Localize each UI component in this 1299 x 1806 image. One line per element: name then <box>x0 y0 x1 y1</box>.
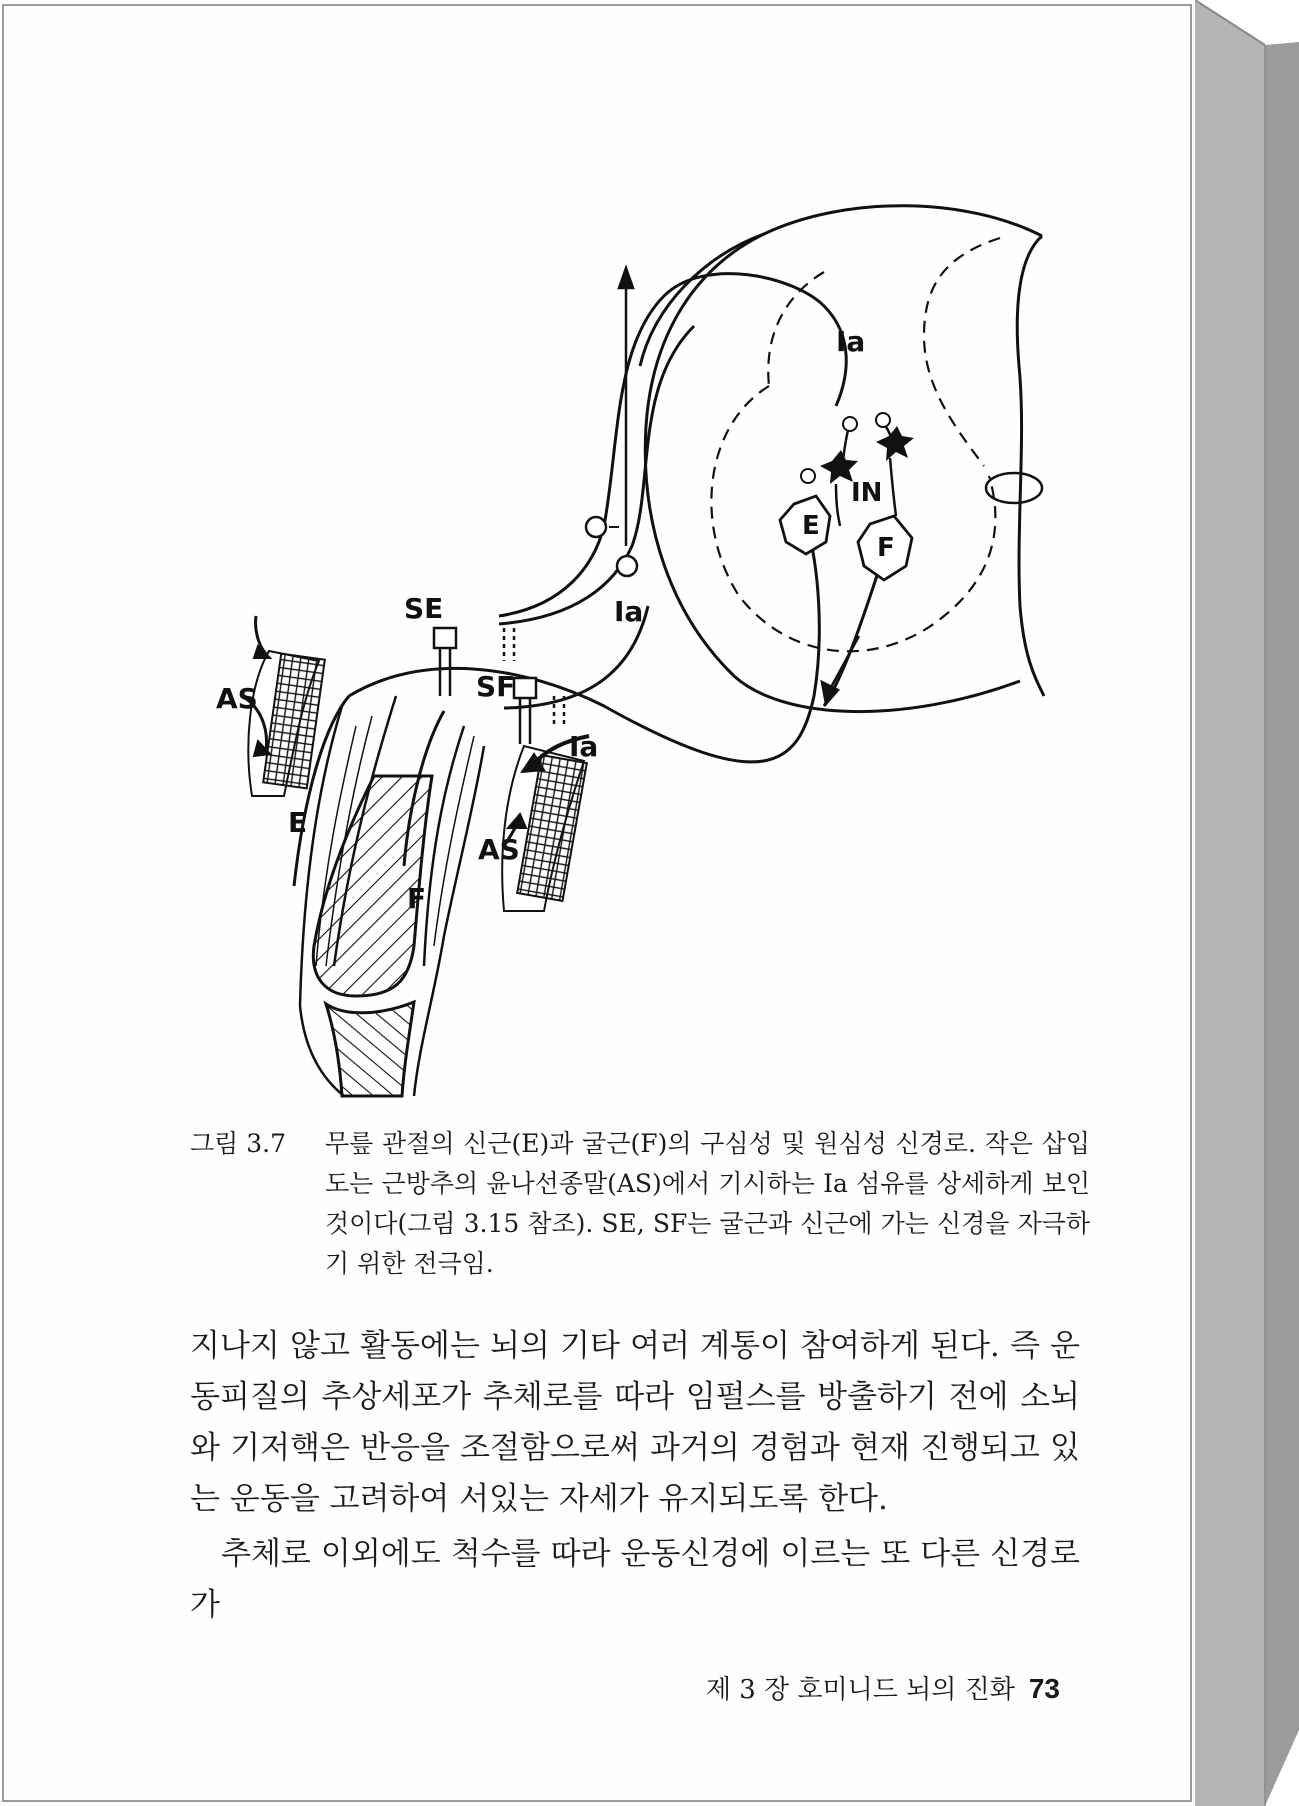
spinal-reflex-figure <box>4 6 1192 1106</box>
page-footer <box>706 1669 1060 1706</box>
afferent-cell-body-inner <box>617 556 637 576</box>
label-sf: SF <box>476 670 516 703</box>
label-flexor-muscle: F <box>407 882 427 915</box>
figure-caption <box>190 1124 1090 1284</box>
book-side-edge <box>1195 0 1299 1806</box>
body-text <box>190 1321 1080 1631</box>
label-se: SE <box>404 592 444 625</box>
label-as-right: AS <box>478 833 520 866</box>
label-extensor-neuron: E <box>802 511 820 541</box>
downward-arrow <box>822 636 859 704</box>
caption-label: 그림 3.7 <box>190 1129 287 1158</box>
label-ia-top: Ia <box>836 325 866 358</box>
flexor-muscle <box>424 726 484 966</box>
paragraph: 지나지 않고 활동에는 뇌의 기타 여러 계통이 참여하게 된다. 즉 운동피질의 추상세포가 추체로를 따라 임펄스를 방출하기 전에 소뇌와 기저핵은 반응을 조절함으로써 과거의 경험과 현재 진행되고 있는 운동을 고려하여 서있는 자세가 유지되도록 한다. <box>190 1328 1080 1517</box>
label-ia-middle: Ia <box>614 595 644 628</box>
paragraph: 추체로 이외에도 척수를 따라 운동신경에 이르는 또 다른 신경로가 <box>190 1536 1080 1623</box>
interneuron-cell <box>820 426 914 484</box>
page-number: 73 <box>1028 1673 1060 1704</box>
chapter-title: 제 3 장 호미니드 뇌의 진화 <box>705 1675 1015 1705</box>
electrode-sf <box>514 678 564 744</box>
afferent-ia-fiber <box>499 274 846 708</box>
label-flexor-neuron: F <box>877 533 895 563</box>
central-canal <box>986 473 1042 503</box>
label-extensor-muscle: E <box>288 806 308 839</box>
label-interneuron: IN <box>851 478 883 508</box>
label-ia-lower: Ia <box>569 730 599 763</box>
book-page <box>2 4 1192 1802</box>
caption-text: 무릎 관절의 신근(E)과 굴근(F)의 구심성 및 원심성 신경로. 작은 삽입도는 근방추의 윤나선종말(AS)에서 기시하는 Ia 섬유를 상세하게 보인 것이다(그림 3.15 참조). SE, SF는 굴근과 신근에 가는 신경을 자극하기 위한 전극임. <box>325 1129 1090 1278</box>
label-as-left: AS <box>216 682 258 715</box>
afferent-cell-body-outer <box>586 517 606 537</box>
tibia-bone <box>326 1002 414 1096</box>
